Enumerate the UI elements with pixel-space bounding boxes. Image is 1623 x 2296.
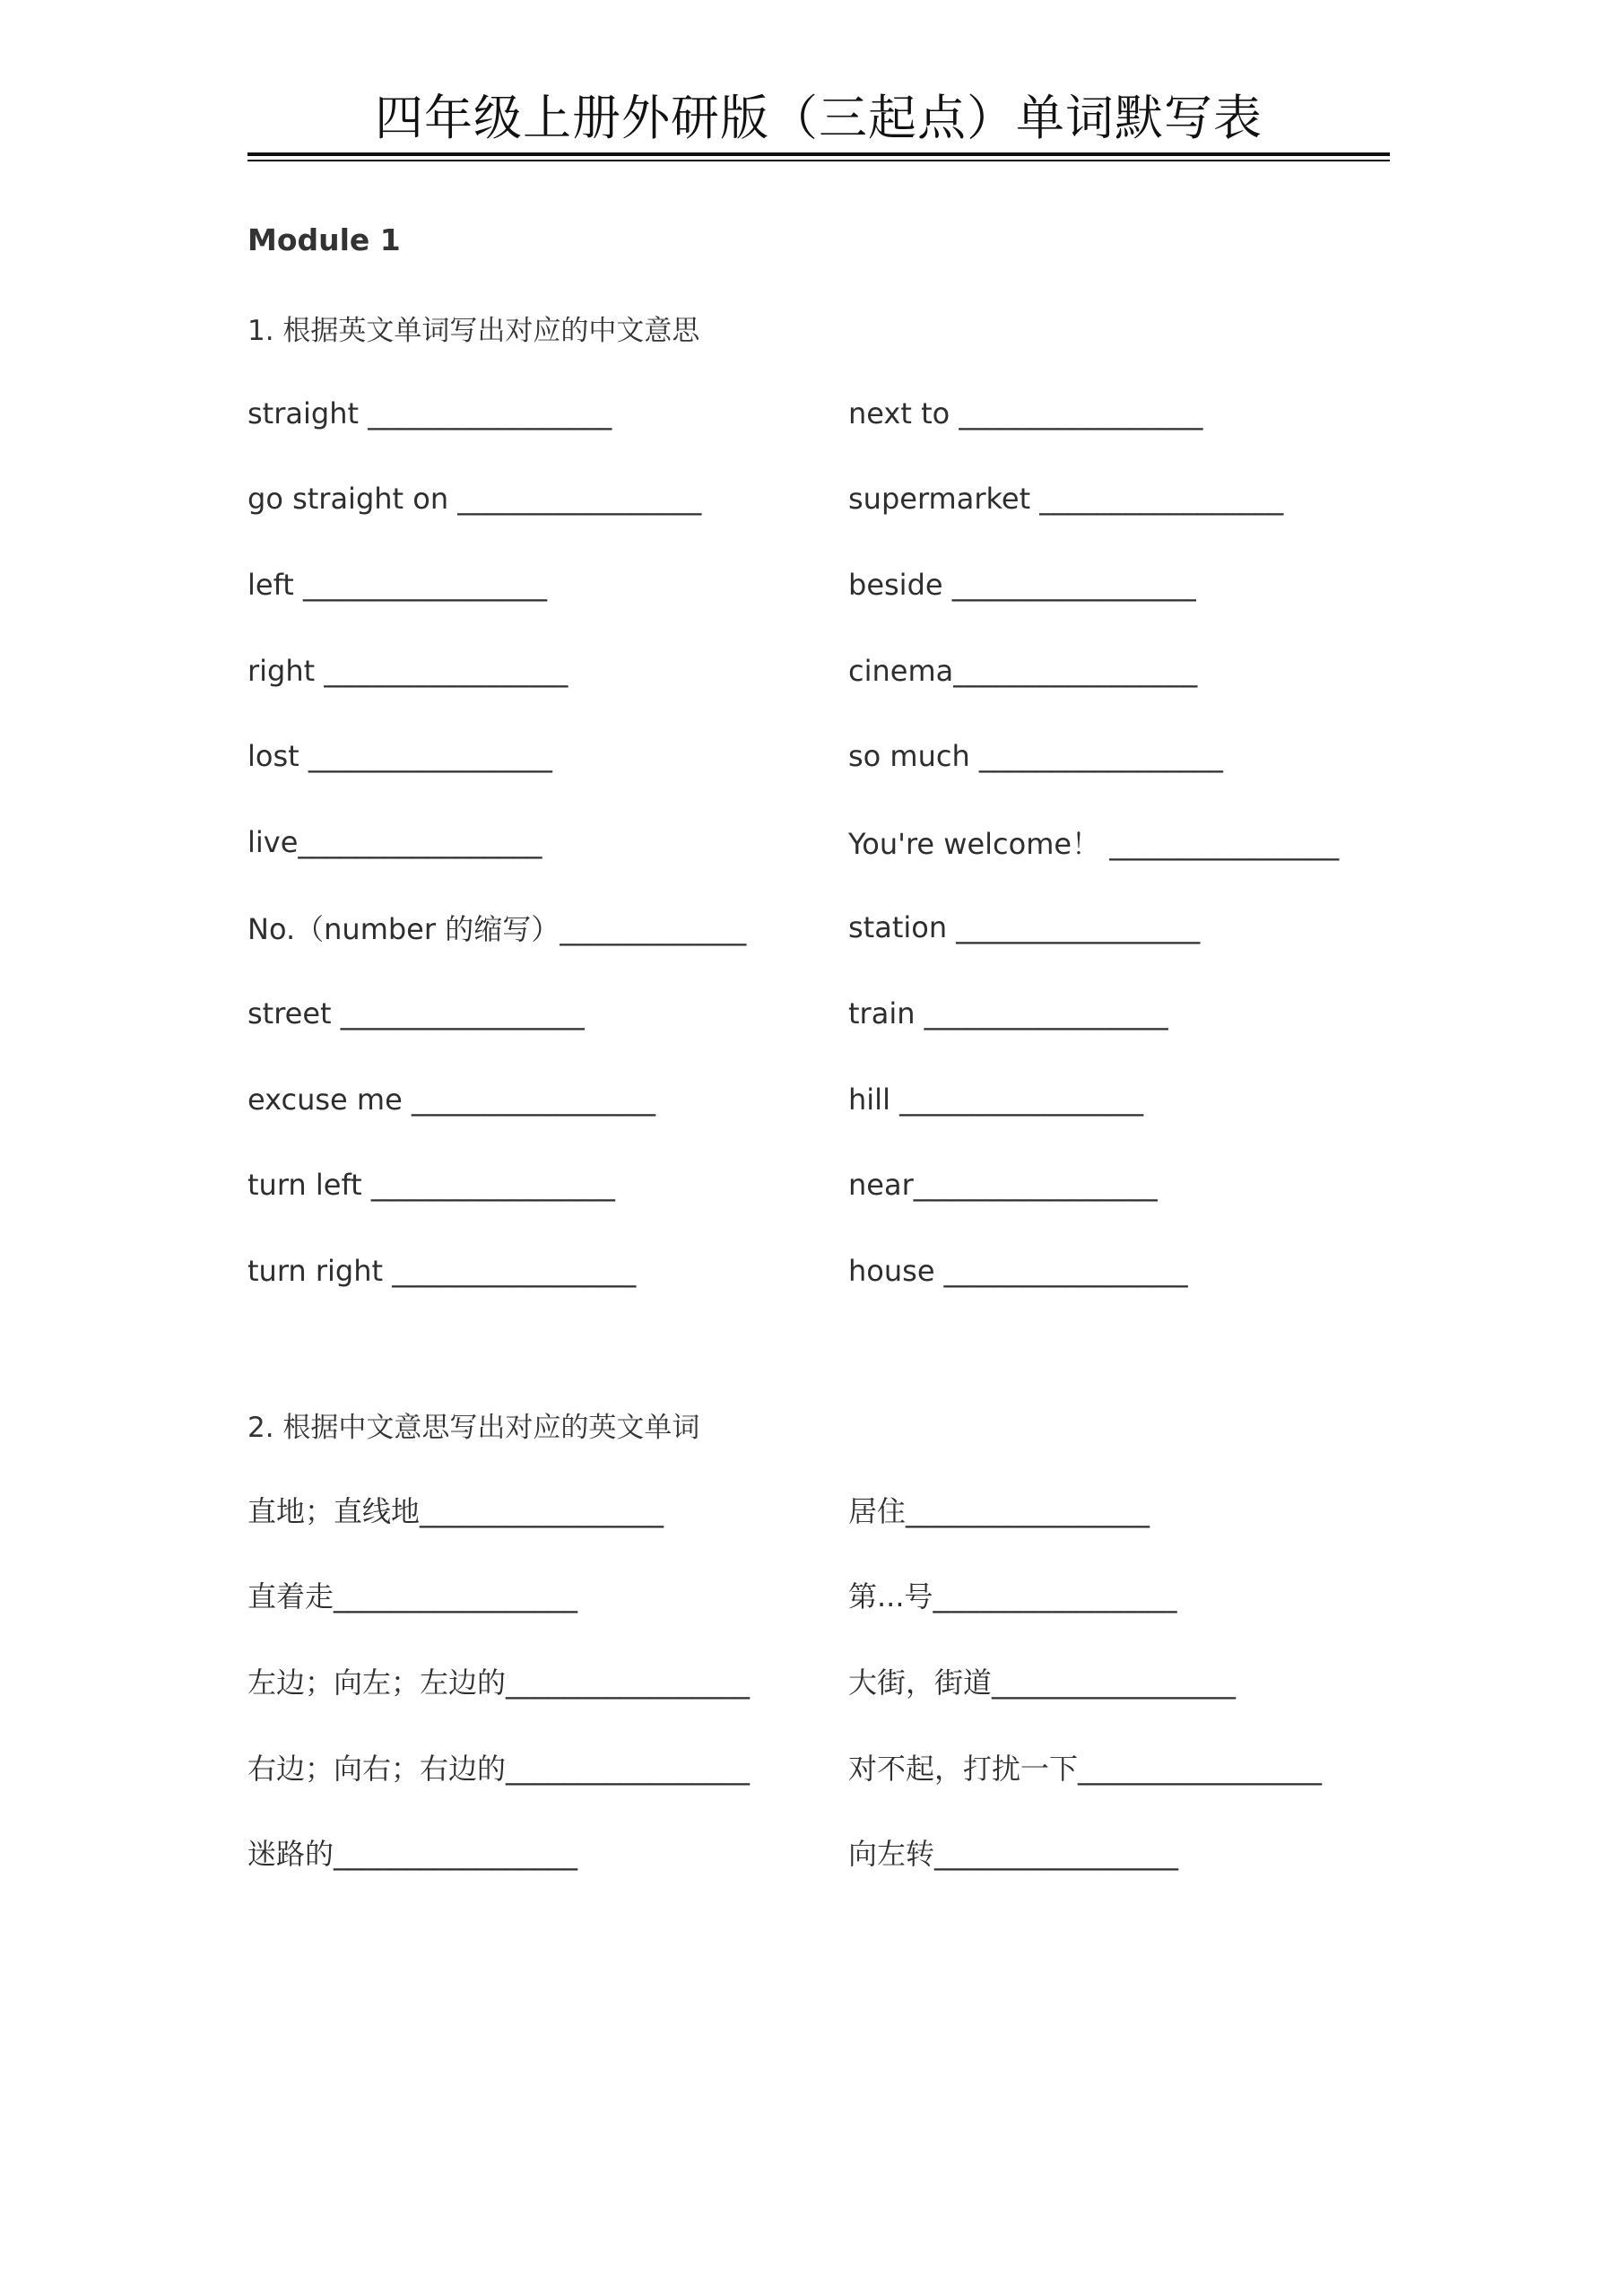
word-blank-item: street _________________ (247, 996, 585, 1031)
section1-heading: 1. 根据英文单词写出对应的中文意思 (247, 315, 700, 347)
word-blank-item: hill _________________ (848, 1082, 1144, 1117)
word-blank-item: You're welcome！ ________________ (848, 826, 1340, 861)
word-row (247, 799, 1413, 885)
word-blank-item: 右边；向右；右边的_________________ (247, 1751, 751, 1786)
word-row (247, 713, 1413, 799)
word-blank-item: No.（number 的缩写）_____________ (247, 912, 747, 947)
word-blank-item: supermarket _________________ (848, 482, 1284, 517)
word-row (247, 970, 1413, 1057)
word-blank-item: beside _________________ (848, 567, 1196, 602)
word-blank-item: 对不起，打扰一下_________________ (848, 1751, 1323, 1786)
word-blank-item: next to _________________ (848, 396, 1203, 430)
word-blank-item: 直地；直线地_________________ (247, 1493, 664, 1528)
word-blank-item: 向左转_________________ (848, 1837, 1179, 1872)
title-rule-thick (247, 152, 1390, 156)
word-blank-item: 迷路的_________________ (247, 1837, 578, 1872)
section1-word-list (247, 370, 1413, 1314)
word-row (247, 1142, 1413, 1228)
word-row (247, 542, 1413, 628)
title-rule-thin (247, 160, 1390, 161)
word-blank-item: excuse me _________________ (247, 1082, 655, 1117)
module-heading: Module 1 (247, 222, 401, 257)
word-blank-item: 第...号_________________ (848, 1579, 1177, 1614)
word-row (247, 370, 1413, 457)
word-row (247, 457, 1413, 543)
word-blank-item: right _________________ (247, 653, 568, 688)
word-blank-item: 大街，街道_________________ (848, 1665, 1237, 1700)
word-blank-item: cinema_________________ (848, 653, 1198, 688)
word-blank-item: turn left _________________ (247, 1168, 615, 1203)
word-row (247, 1809, 1413, 1895)
page-title: 四年级上册外研版（三起点）单词默写表 (375, 90, 1263, 146)
word-blank-item: train _________________ (848, 996, 1168, 1031)
word-row (247, 1228, 1413, 1314)
section2-heading: 2. 根据中文意思写出对应的英文单词 (247, 1412, 700, 1444)
word-row (247, 1057, 1413, 1143)
word-blank-item: near_________________ (848, 1168, 1158, 1203)
word-blank-item: go straight on _________________ (247, 482, 702, 517)
section2-word-list (247, 1466, 1413, 1895)
word-blank-item: live_________________ (247, 824, 542, 859)
word-row (247, 1466, 1413, 1552)
word-blank-item: so much _________________ (848, 739, 1223, 774)
word-row (247, 885, 1413, 971)
word-blank-item: house _________________ (848, 1253, 1188, 1288)
word-blank-item: 左边；向左；左边的_________________ (247, 1665, 751, 1700)
word-blank-item: turn right _________________ (247, 1253, 637, 1288)
word-row (247, 1638, 1413, 1724)
word-blank-item: 居住_________________ (848, 1493, 1150, 1528)
word-row (247, 1724, 1413, 1810)
word-row (247, 1552, 1413, 1639)
word-blank-item: station _________________ (848, 910, 1201, 945)
word-blank-item: straight _________________ (247, 396, 612, 430)
word-row (247, 628, 1413, 714)
word-blank-item: lost _________________ (247, 739, 552, 774)
word-blank-item: left _________________ (247, 567, 547, 602)
word-blank-item: 直着走_________________ (247, 1579, 578, 1614)
